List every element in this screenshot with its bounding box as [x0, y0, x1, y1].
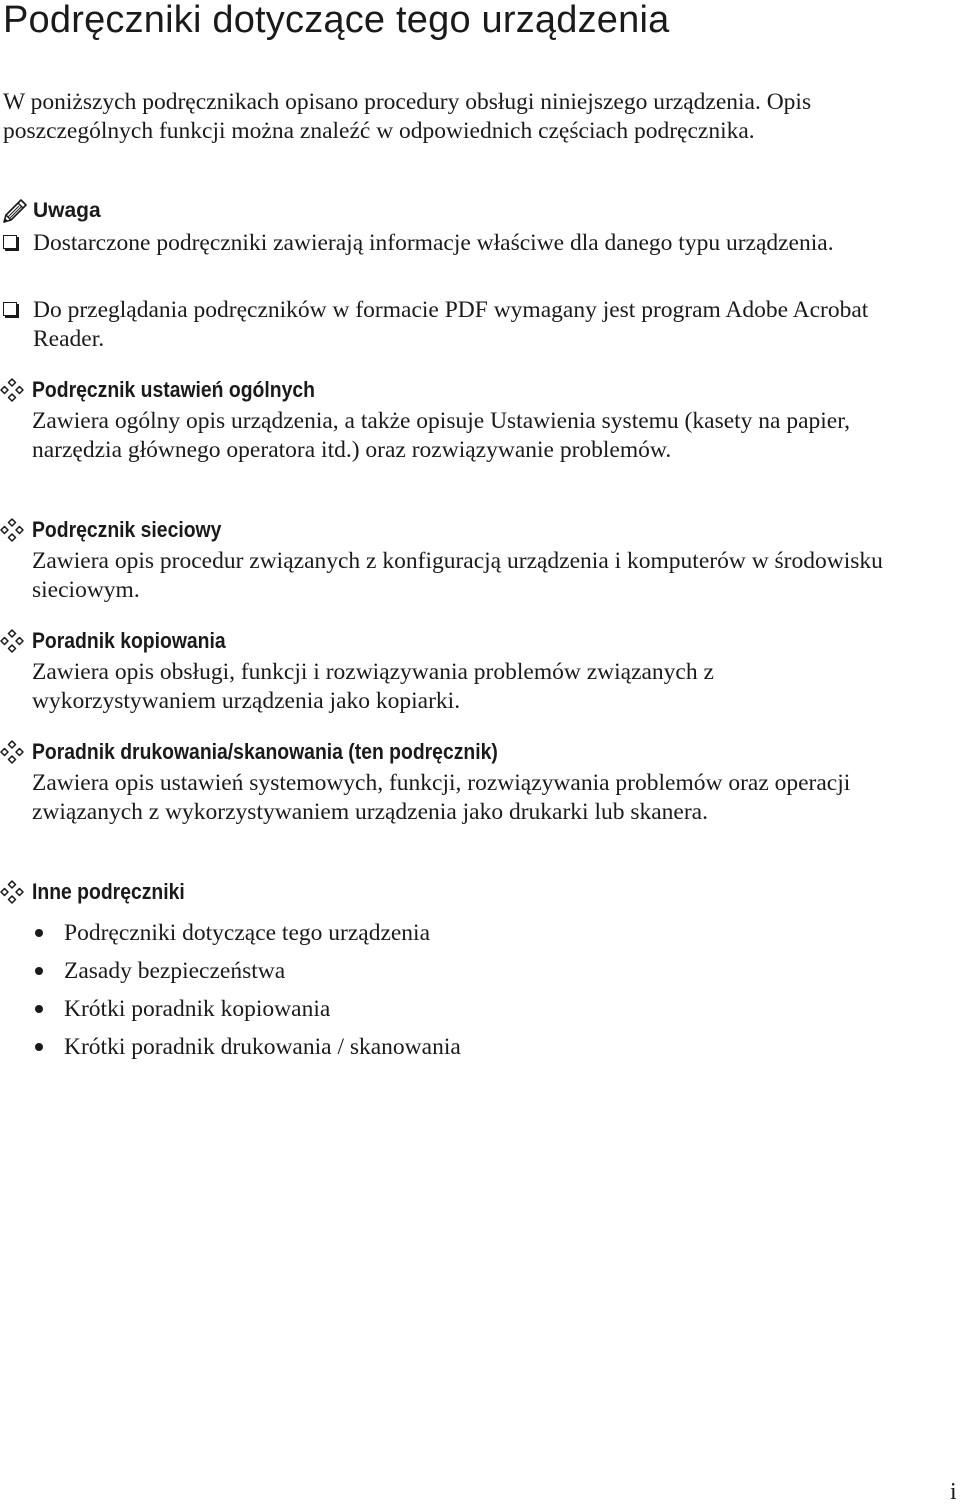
- section-body: Zawiera ogólny opis urządzenia, a także opisuje Ustawienia systemu (kasety na papier, narzędzia głównego operatora itd.) oraz rozwiązywanie problemów.: [32, 408, 851, 463]
- list-item: [32, 1028, 461, 1066]
- page-number: i: [950, 1479, 957, 1505]
- page-title: Podręczniki dotyczące tego urządzenia: [3, 0, 670, 41]
- list-item-text: Krótki poradnik kopiowania: [64, 996, 331, 1022]
- list-item-text: Zasady bezpieczeństwa: [64, 958, 286, 984]
- list-item-text: Podręczniki dotyczące tego urządzenia: [64, 920, 431, 946]
- section-heading: Podręcznik sieciowy: [32, 517, 222, 542]
- list-item-text: Krótki poradnik drukowania / skanowania: [64, 1034, 461, 1060]
- section-body: Zawiera opis obsługi, funkcji i rozwiązywania problemów związanych z wykorzystywaniem urządzenia jako kopiarki.: [32, 659, 714, 714]
- section-body: Zawiera opis procedur związanych z konfiguracją urządzenia i komputerów w środowisku sieciowym.: [32, 548, 883, 603]
- section-heading: Poradnik drukowania/skanowania (ten podręcznik): [32, 739, 498, 764]
- diamond-bullet-icon: [0, 378, 24, 402]
- diamond-bullet-icon: [0, 629, 24, 653]
- note-item-text: Dostarczone podręczniki zawierają informacje właściwe dla danego typu urządzenia.: [33, 230, 834, 256]
- checkbox-icon: [3, 235, 17, 249]
- section-heading: Poradnik kopiowania: [32, 628, 226, 653]
- list-item: [32, 952, 461, 990]
- note-heading-label: Uwaga: [33, 199, 101, 222]
- diamond-bullet-icon: [0, 880, 24, 904]
- bullet-dot-icon: [35, 967, 43, 975]
- bullet-dot-icon: [35, 929, 43, 937]
- checkbox-icon: [3, 302, 17, 316]
- section-heading: Podręcznik ustawień ogólnych: [32, 377, 315, 402]
- bullet-dot-icon: [35, 1043, 43, 1051]
- note-heading: [0, 194, 101, 228]
- list-item: [32, 914, 461, 952]
- intro-paragraph: W poniższych podręcznikach opisano procedury obsługi niniejszego urządzenia. Opis poszczególnych funkcji można znaleźć w odpowiednich częściach podręcznika.: [3, 89, 812, 144]
- diamond-bullet-icon: [0, 740, 24, 764]
- section-body: Zawiera opis ustawień systemowych, funkcji, rozwiązywania problemów oraz operacji związanych z wykorzystywaniem urządzenia jako drukarki lub skanera.: [32, 770, 851, 825]
- diamond-bullet-icon: [0, 518, 24, 542]
- bullet-dot-icon: [35, 1005, 43, 1013]
- list-item: [32, 990, 461, 1028]
- pencil-icon: [0, 196, 30, 226]
- other-manuals-list: [32, 914, 461, 1066]
- note-item-text: Do przeglądania podręczników w formacie PDF wymagany jest program Adobe Acrobat Reader.: [33, 297, 869, 352]
- section-heading: Inne podręczniki: [32, 879, 185, 904]
